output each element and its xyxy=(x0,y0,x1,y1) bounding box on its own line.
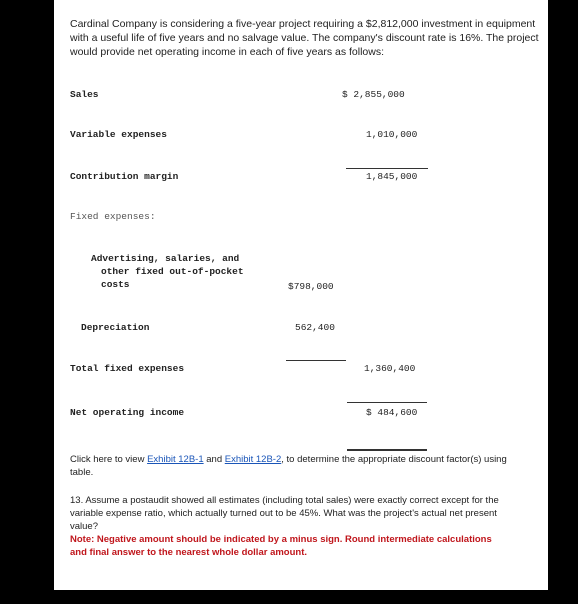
advertising-line-3: costs xyxy=(101,279,130,290)
advertising-line-2: other fixed out-of-pocket xyxy=(101,266,244,277)
contribution-rule xyxy=(346,168,428,169)
exhibit-12b-2-link[interactable]: Exhibit 12B-2 xyxy=(224,454,282,465)
fixed-expenses-header: Fixed expenses: xyxy=(70,211,156,222)
net-operating-income-label: Net operating income xyxy=(70,407,185,418)
net-operating-income-value: $ 484,600 xyxy=(366,407,418,418)
advertising-line-1: Advertising, salaries, and xyxy=(91,253,240,264)
variable-expenses-value: 1,010,000 xyxy=(366,129,418,140)
document-page xyxy=(54,0,548,590)
sales-label: Sales xyxy=(70,89,99,100)
total-fixed-label: Total fixed expenses xyxy=(70,363,185,374)
problem-intro: Cardinal Company is considering a five-year project requiring a $2,812,000 investment in equipment with a useful life of five years and no salvage value. The company's discount rate is 16%. The project would provide net operating income in each of five years as follows: xyxy=(70,18,539,58)
depreciation-label: Depreciation xyxy=(81,322,150,333)
sales-value: $ 2,855,000 xyxy=(342,89,405,100)
advertising-value: $798,000 xyxy=(288,281,334,292)
total-fixed-rule xyxy=(286,360,346,361)
total-fixed-value: 1,360,400 xyxy=(364,363,416,374)
net-income-rule xyxy=(347,402,427,403)
question-13: 13. Assume a postaudit showed all estimates (including total sales) were exactly correct except for the variable expense ratio, which actually turned out to be 45%. What was the project's actual net present value? xyxy=(70,495,499,532)
depreciation-value: 562,400 xyxy=(295,322,335,333)
contribution-margin-value: 1,845,000 xyxy=(366,171,418,182)
net-income-double-rule xyxy=(347,449,427,451)
variable-expenses-label: Variable expenses xyxy=(70,129,167,140)
contribution-margin-label: Contribution margin xyxy=(70,171,179,182)
exhibit-12b-1-link[interactable]: Exhibit 12B-1 xyxy=(147,454,204,465)
exhibit-instructions: Click here to view Exhibit 12B-1 and Exhibit 12B-2, to determine the appropriate discount factor(s) using table. xyxy=(70,454,507,478)
instruction-note: Note: Negative amount should be indicated by a minus sign. Round intermediate calculations and final answer to the nearest whole dollar amount. xyxy=(70,534,492,558)
